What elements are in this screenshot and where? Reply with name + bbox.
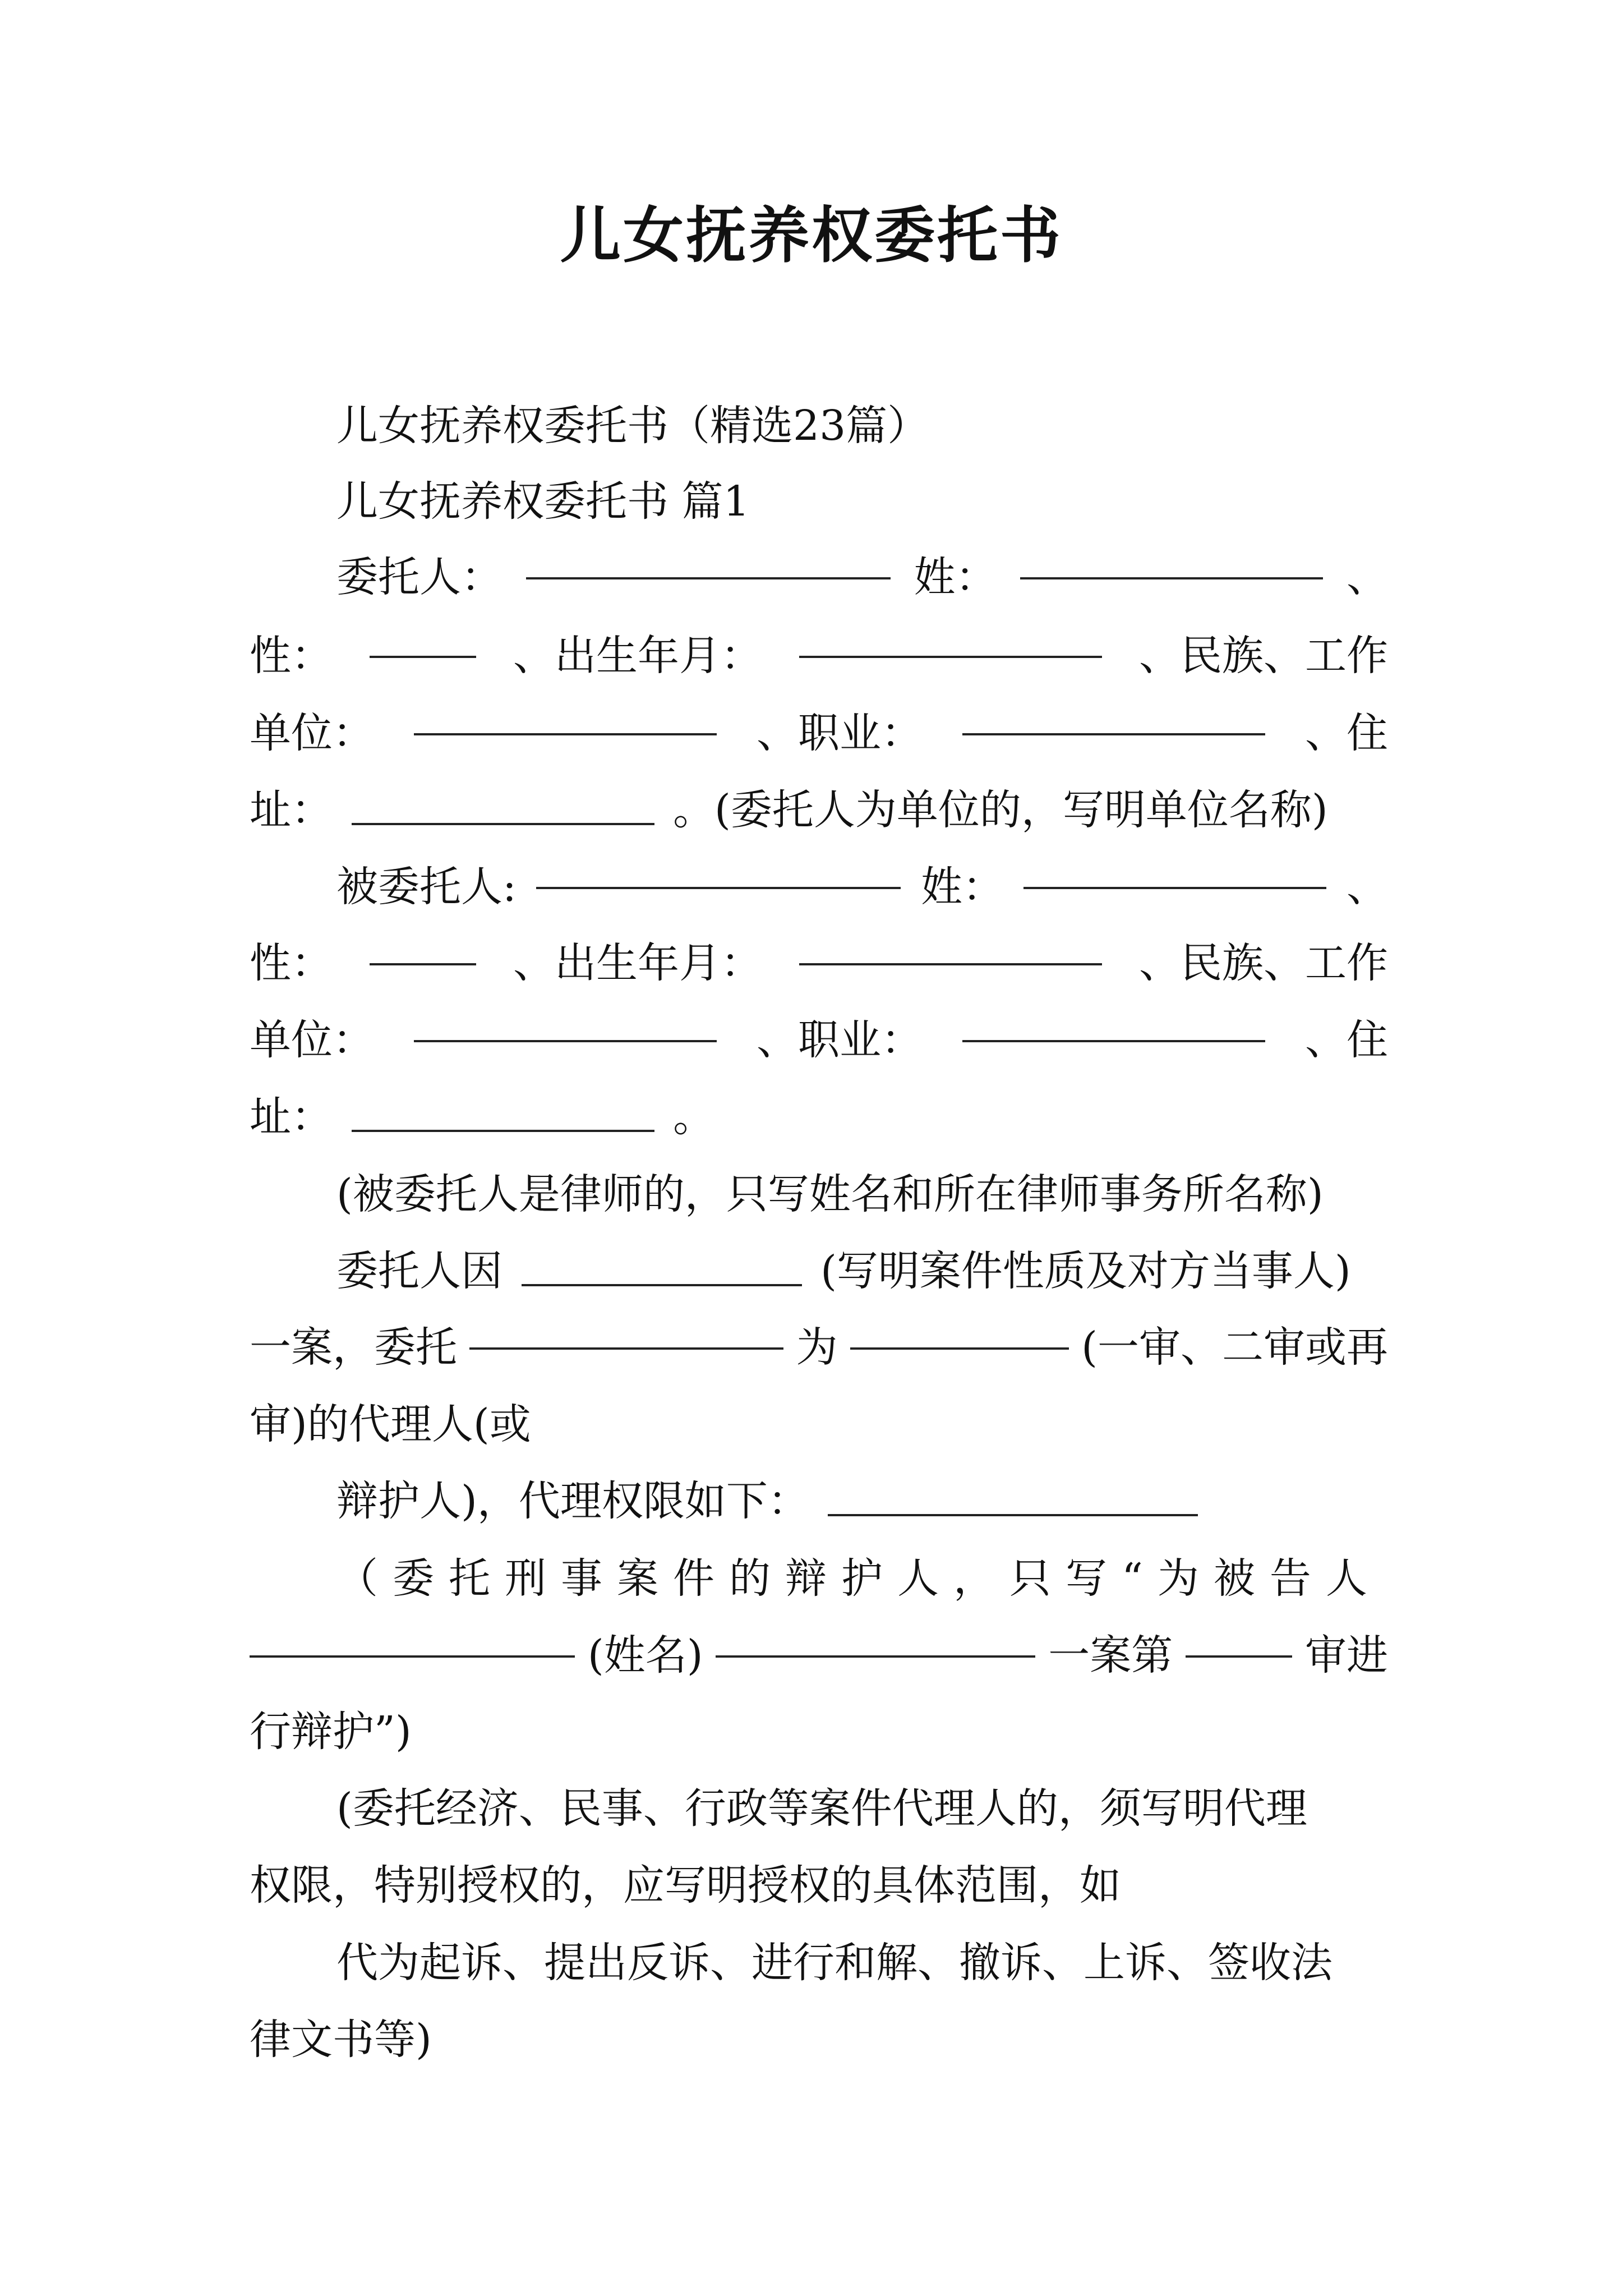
trial-blank[interactable] — [850, 1347, 1069, 1350]
agent-unit-blank[interactable] — [414, 1040, 717, 1042]
agent-ethnic-work-label: 、民族、工作 — [1139, 939, 1388, 987]
address-label-end: 址： — [250, 786, 333, 834]
agent-address-label-start: 、住 — [1305, 1016, 1388, 1064]
civil-note: (委托经济、民事、行政等案件代理人的，须写明代理 — [336, 1784, 1307, 1833]
case-cause-note: (写明案件性质及对方当事人) — [820, 1247, 1351, 1295]
as-label: 为 — [796, 1323, 838, 1372]
case-cause-blank[interactable] — [522, 1284, 802, 1286]
examples-line — [336, 1924, 1388, 2001]
agent-surname-blank[interactable] — [1023, 887, 1326, 889]
agent-blank[interactable] — [536, 887, 901, 889]
birth-blank[interactable] — [799, 656, 1102, 658]
address-label-start: 、住 — [1305, 709, 1388, 757]
name-label: (姓名) — [587, 1631, 703, 1680]
principal-gender-line — [250, 617, 1388, 694]
agent-address-line — [250, 1078, 1388, 1156]
case-cause-line — [336, 1232, 1388, 1310]
principal-address-line — [250, 771, 1388, 849]
defense-text: 行辩护”) — [250, 1708, 412, 1756]
agent-job-label: 、职业： — [757, 1016, 923, 1064]
authority-blank[interactable] — [828, 1514, 1198, 1516]
agent-address-blank[interactable] — [352, 1130, 654, 1132]
subtitle-line — [336, 387, 1388, 464]
principal-surname-label: 姓： — [914, 553, 997, 601]
section-heading-line — [336, 463, 1388, 540]
gender-label: 性： — [250, 632, 333, 680]
principal-surname-blank[interactable] — [1020, 577, 1323, 579]
agent-gender-blank[interactable] — [370, 963, 476, 965]
agent-gender-line — [250, 924, 1388, 1002]
entrust-line — [250, 1309, 1388, 1386]
authority-line — [336, 1462, 1388, 1540]
principal-label: 委托人： — [336, 553, 502, 601]
lawyer-note-line — [336, 1156, 1388, 1233]
punct-comma: 、 — [1347, 553, 1388, 601]
agent-birth-label: 、出生年月： — [513, 939, 762, 987]
criminal-note-line — [336, 1540, 1388, 1617]
agent-birth-blank[interactable] — [799, 963, 1102, 965]
principal-note: 。(委托人为单位的，写明单位名称) — [673, 786, 1328, 834]
entrust-label: 一案，委托 — [250, 1323, 457, 1372]
period: 。 — [673, 1093, 715, 1141]
trial-number-blank[interactable] — [1186, 1655, 1292, 1658]
gender-blank[interactable] — [370, 656, 476, 658]
principal-name-line — [336, 539, 1388, 616]
criminal-note: （委托刑事案件的辩护人，只写“为被告人 — [336, 1554, 1382, 1603]
examples-text: 代为起诉、提出反诉、进行和解、撤诉、上诉、签收法 — [336, 1939, 1332, 1987]
job-label: 、职业： — [757, 709, 923, 757]
ethnic-work-label: 、民族、工作 — [1139, 632, 1388, 680]
address-blank[interactable] — [352, 823, 654, 825]
subtitle-text: 儿女抚养权委托书（精选23篇） — [336, 402, 929, 450]
birth-label: 、出生年月： — [513, 632, 762, 680]
principal-unit-line — [250, 694, 1388, 772]
authority-label: 辩护人)，代理权限如下： — [336, 1477, 809, 1525]
unit-blank[interactable] — [414, 733, 717, 735]
documents-text: 律文书等) — [250, 2016, 432, 2064]
agent-surname-label: 姓： — [920, 863, 1004, 911]
case-cause-label: 委托人因 — [336, 1247, 502, 1295]
punct-comma-2: 、 — [1347, 863, 1388, 911]
trial-note: (一审、二审或再 — [1081, 1323, 1388, 1372]
document-title: 儿女抚养权委托书 — [560, 200, 1063, 271]
lawyer-note: (被委托人是律师的，只写姓名和所在律师事务所名称) — [336, 1170, 1324, 1218]
agent-role-line — [250, 1386, 1388, 1463]
job-blank[interactable] — [962, 733, 1265, 735]
principal-blank[interactable] — [526, 577, 891, 579]
unit-label: 单位： — [250, 709, 374, 757]
entrust-blank[interactable] — [469, 1347, 783, 1350]
defendant-line — [250, 1617, 1388, 1694]
agent-unit-label: 单位： — [250, 1016, 374, 1064]
agent-label: 被委托人: — [336, 863, 517, 911]
agent-unit-line — [250, 1001, 1388, 1079]
agent-job-blank[interactable] — [962, 1040, 1265, 1042]
special-authority-text: 权限，特别授权的，应写明授权的具体范围，如 — [250, 1861, 1121, 1910]
civil-note-line — [336, 1770, 1388, 1847]
defense-line — [250, 1693, 1388, 1770]
documents-line — [250, 2001, 1388, 2078]
agent-name-line — [336, 848, 1388, 926]
defendant-name-blank[interactable] — [250, 1655, 575, 1658]
case-blank[interactable] — [716, 1655, 1035, 1658]
case-trial-label: 一案第 — [1048, 1631, 1173, 1680]
section-heading-text: 儿女抚养权委托书 篇1 — [336, 477, 750, 526]
special-authority-line — [250, 1847, 1388, 1924]
agent-role-text: 审)的代理人(或 — [250, 1400, 531, 1448]
trial-advance-label: 审进 — [1304, 1631, 1388, 1680]
agent-gender-label: 性： — [250, 939, 333, 987]
agent-address-label-end: 址： — [250, 1093, 333, 1141]
